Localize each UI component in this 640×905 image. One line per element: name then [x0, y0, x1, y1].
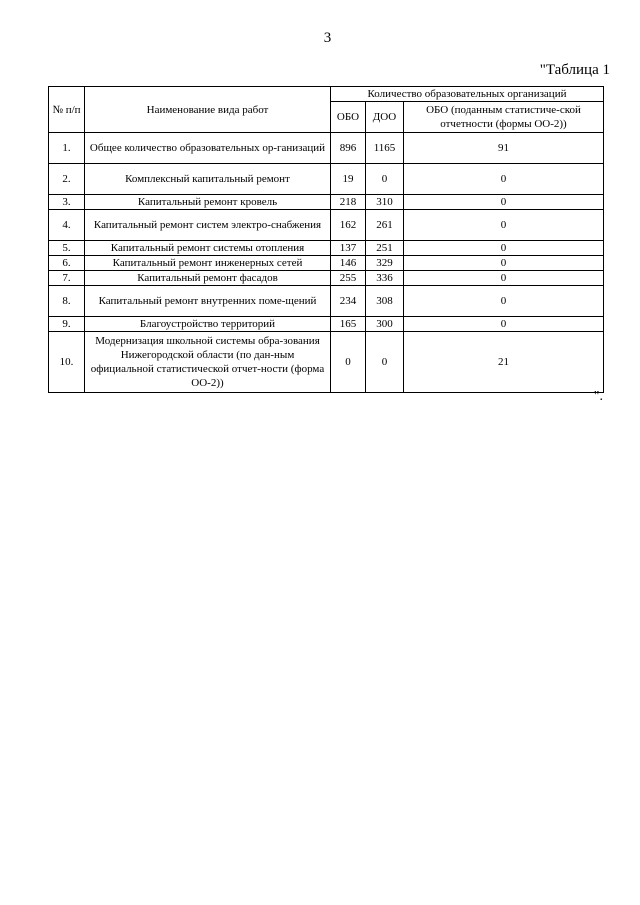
header-doo: ДОО: [366, 102, 404, 133]
cell-stat: 91: [404, 133, 604, 164]
cell-doo: 1165: [366, 133, 404, 164]
cell-name: Капитальный ремонт систем электро-снабжения: [85, 210, 331, 241]
cell-obo: 146: [331, 256, 366, 271]
cell-stat: 0: [404, 271, 604, 286]
table-row: [49, 271, 604, 286]
table-row: [49, 286, 604, 317]
cell-num: 8.: [49, 286, 85, 317]
cell-obo: 218: [331, 195, 366, 210]
data-table: [48, 86, 604, 393]
cell-doo: 251: [366, 241, 404, 256]
cell-doo: 310: [366, 195, 404, 210]
cell-num: 2.: [49, 164, 85, 195]
table-row: [49, 317, 604, 332]
table-caption: "Таблица 1: [539, 62, 610, 78]
cell-doo: 0: [366, 332, 404, 393]
table-row: [49, 210, 604, 241]
cell-name: Капитальный ремонт фасадов: [85, 271, 331, 286]
cell-doo: 261: [366, 210, 404, 241]
header-obo: ОБО: [331, 102, 366, 133]
cell-obo: 137: [331, 241, 366, 256]
cell-num: 3.: [49, 195, 85, 210]
table-row: [49, 241, 604, 256]
table-row: [49, 256, 604, 271]
header-num: № п/п: [49, 87, 85, 133]
cell-num: 4.: [49, 210, 85, 241]
cell-stat: 0: [404, 256, 604, 271]
closing-quote-mark: ".: [593, 389, 603, 404]
cell-name: Модернизация школьной системы обра-зования Нижегородской области (по дан-ным официальной статистической отчет-ности (форма ОО-2)): [85, 332, 331, 393]
cell-name: Капитальный ремонт системы отопления: [85, 241, 331, 256]
cell-obo: 255: [331, 271, 366, 286]
cell-doo: 336: [366, 271, 404, 286]
page-number: 3: [323, 30, 332, 46]
table-row: [49, 195, 604, 210]
cell-name: Капитальный ремонт инженерных сетей: [85, 256, 331, 271]
cell-num: 1.: [49, 133, 85, 164]
cell-name: Капитальный ремонт внутренних поме-щений: [85, 286, 331, 317]
cell-doo: 329: [366, 256, 404, 271]
cell-obo: 896: [331, 133, 366, 164]
table-header-row: [49, 87, 604, 102]
cell-stat: 0: [404, 164, 604, 195]
cell-obo: 165: [331, 317, 366, 332]
cell-name: Общее количество образовательных ор-ганизаций: [85, 133, 331, 164]
cell-num: 5.: [49, 241, 85, 256]
cell-name: Благоустройство территорий: [85, 317, 331, 332]
cell-num: 7.: [49, 271, 85, 286]
cell-obo: 162: [331, 210, 366, 241]
header-stat: ОБО (поданным статистиче-ской отчетности (формы ОО-2)): [404, 102, 604, 133]
cell-doo: 308: [366, 286, 404, 317]
cell-stat: 0: [404, 241, 604, 256]
cell-stat: 0: [404, 317, 604, 332]
cell-doo: 0: [366, 164, 404, 195]
cell-num: 9.: [49, 317, 85, 332]
table-row: [49, 133, 604, 164]
cell-stat: 0: [404, 195, 604, 210]
cell-stat: 0: [404, 210, 604, 241]
cell-name: Капитальный ремонт кровель: [85, 195, 331, 210]
cell-name: Комплексный капитальный ремонт: [85, 164, 331, 195]
header-group: Количество образовательных организаций: [331, 87, 604, 102]
cell-doo: 300: [366, 317, 404, 332]
cell-obo: 234: [331, 286, 366, 317]
cell-num: 10.: [49, 332, 85, 393]
table-row: [49, 164, 604, 195]
cell-num: 6.: [49, 256, 85, 271]
cell-stat: 0: [404, 286, 604, 317]
cell-stat: 21: [404, 332, 604, 393]
cell-obo: 19: [331, 164, 366, 195]
table-row: [49, 332, 604, 393]
header-name: Наименование вида работ: [85, 87, 331, 133]
cell-obo: 0: [331, 332, 366, 393]
